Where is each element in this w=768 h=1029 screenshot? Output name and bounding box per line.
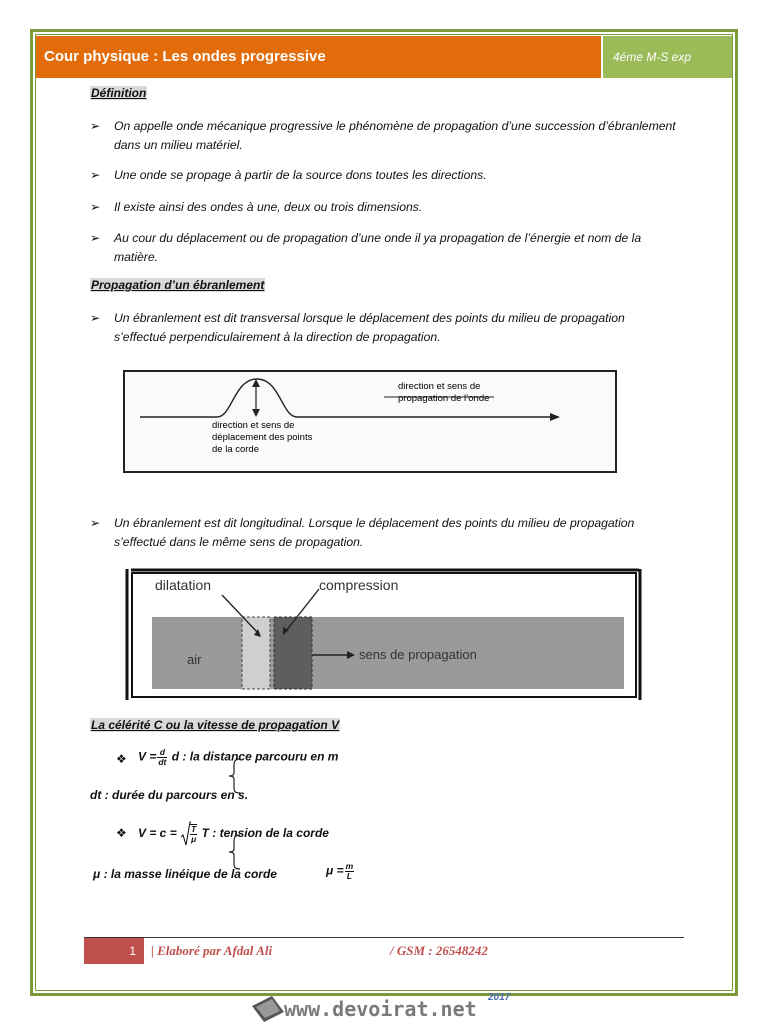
- arrow-bullet-icon: ➢: [90, 200, 101, 214]
- formula-velocity: V = $\frac{d}{dt}$ d : la distance parcouru en m: [138, 747, 339, 767]
- label-air: air: [187, 652, 202, 667]
- transversal-bullet: ➢ Un ébranlement est dit transversal lorsque le déplacement des points du milieu de propagation s’effectué perpendiculairement à la direction de propagation.: [90, 311, 625, 344]
- arrow-bullet-icon: ➢: [90, 231, 101, 245]
- formula-dt-definition: dt : durée du parcours en s.: [90, 788, 249, 802]
- header-title: Cour physique : Les ondes progressive: [36, 36, 601, 78]
- longitudinal-wave-figure: [122, 567, 643, 702]
- arrow-bullet-icon: ➢: [90, 119, 101, 133]
- header-class-label: 4éme M-S exp: [603, 36, 732, 78]
- arrow-bullet-icon: ➢: [90, 516, 101, 530]
- propagation-heading: Propagation d’un ébranlement: [91, 278, 265, 292]
- diamond-bullet-icon: ❖: [116, 826, 127, 840]
- formula-mu-definition: μ : la masse linéique de la corde: [93, 867, 277, 881]
- watermark-year: 2017: [488, 992, 511, 1003]
- footer-gsm: / GSM : 26548242: [390, 943, 488, 958]
- watermark-text: www.devoirat.net: [284, 997, 477, 1021]
- transversal-wave-drawing: [122, 365, 619, 475]
- label-wave-2: propagation de l’onde: [398, 393, 490, 404]
- transversal-wave-figure: [122, 365, 619, 475]
- celerity-heading: La célérité C ou la vitesse de propagation V: [91, 718, 340, 732]
- header: [36, 36, 732, 78]
- diamond-bullet-icon: ❖: [116, 752, 127, 766]
- brace-icon: [226, 834, 242, 870]
- watermark: [250, 992, 530, 1024]
- definition-bullet-4: ➢ Au cour du déplacement ou de propagation d’une onde il ya propagation de l’énergie et nom de la matière.: [90, 231, 642, 264]
- definition-bullet-2: ➢ Une onde se propage à partir de la source dons toutes les directions.: [90, 166, 680, 185]
- longitudinal-wave-drawing: [122, 567, 643, 702]
- label-compression: compression: [319, 577, 399, 593]
- page-number: 1: [84, 938, 144, 964]
- definition-bullet-3: ➢ Il existe ainsi des ondes à une, deux ou trois dimensions.: [90, 198, 680, 217]
- footer-author: | Elaboré par Afdal Ali: [151, 943, 273, 958]
- label-sens-propagation: sens de propagation: [359, 647, 477, 662]
- label-disp-2: déplacement des points: [212, 432, 313, 443]
- definition-bullet-1: ➢ On appelle onde mécanique progressive le phénomène de propagation d’une succession d’ébranlement dans un milieu matériel.: [90, 119, 676, 152]
- longitudinal-bullet: ➢ Un ébranlement est dit longitudinal. Lorsque le déplacement des points du milieu de propagation s’effectué dans le même sens de propagation.: [90, 516, 635, 549]
- definition-heading: Définition: [91, 86, 147, 100]
- footer-divider: [84, 937, 684, 938]
- label-wave-1: direction et sens de: [398, 381, 481, 392]
- label-disp-3: de la corde: [212, 444, 260, 455]
- watermark-logo: [250, 992, 530, 1024]
- label-disp-1: direction et sens de: [212, 420, 295, 431]
- formula-mu: μ = $\frac{m}{L}$: [326, 861, 354, 881]
- arrow-bullet-icon: ➢: [90, 168, 101, 182]
- arrow-bullet-icon: ➢: [90, 311, 101, 325]
- label-dilatation: dilatation: [155, 577, 212, 593]
- formula-velocity-tension: V = c = $\frac{T}{\mu}$ T : tension de la corde: [138, 821, 329, 847]
